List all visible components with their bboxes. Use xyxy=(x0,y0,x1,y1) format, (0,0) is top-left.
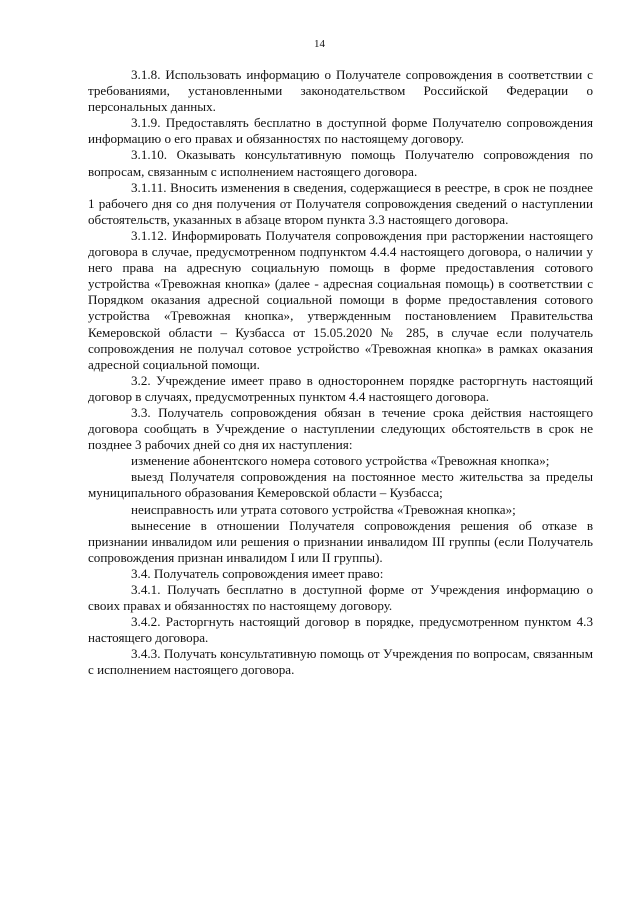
clause-3-4-1: 3.4.1. Получать бесплатно в доступной форме от Учреждения информацию о своих правах и обязанностях по настоящему договору. xyxy=(88,582,593,614)
clause-3-1-12: 3.1.12. Информировать Получателя сопровождения при расторжении настоящего договора в случае, предусмотренном подпунктом 4.4.4 настоящего договора, о наличии у него права на адресную социальную помощь в форме предоставления сотового устройства «Тревожная кнопка» (далее - адресная социальная помощь) в соответствии с Порядком оказания адресной социальной помощи в форме предоставления сотового устройства «Тревожная кнопка», утвержденным постановлением Правительства Кемеровской области – Кузбасса от 15.05.2020 № 285, в случае если получатель сопровождения не получал сотовое устройство «Тревожная кнопка» в рамках оказания адресной социальной помощи. xyxy=(88,227,593,372)
clause-3-3-item-2: выезд Получателя сопровождения на постоянное место жительства за пределы муниципального образования Кемеровской области – Кузбасса; xyxy=(88,469,593,501)
clause-3-4-2: 3.4.2. Расторгнуть настоящий договор в порядке, предусмотренном пунктом 4.3 настоящего договора. xyxy=(88,614,593,646)
clause-3-1-8: 3.1.8. Использовать информацию о Получателе сопровождения в соответствии с требованиями, установленными законодательством Российской Федерации о персональных данных. xyxy=(88,67,593,115)
clause-3-3-item-3: неисправность или утрата сотового устройства «Тревожная кнопка»; xyxy=(131,501,516,517)
clause-3-4: 3.4. Получатель сопровождения имеет право: xyxy=(131,565,384,581)
document-body xyxy=(88,67,593,679)
page-number: 14 xyxy=(314,38,325,50)
clause-3-3: 3.3. Получатель сопровождения обязан в течение срока действия настоящего договора сообщать в Учреждение о наступлении следующих обстоятельств в срок не позднее 3 рабочих дней со дня их наступления: xyxy=(88,404,593,453)
clause-3-1-9: 3.1.9. Предоставлять бесплатно в доступной форме Получателю сопровождения информацию о его правах и обязанностях по настоящему договору. xyxy=(88,115,593,147)
clause-3-4-3: 3.4.3. Получать консультативную помощь от Учреждения по вопросам, связанным с исполнением настоящего договора. xyxy=(88,646,593,678)
clause-3-3-item-1: изменение абонентского номера сотового устройства «Тревожная кнопка»; xyxy=(131,453,550,469)
clause-3-3-item-4: вынесение в отношении Получателя сопровождения решения об отказе в признании инвалидом или решения о признании инвалидом III группы (если Получатель сопровождения признан инвалидом I или II группы). xyxy=(88,517,593,565)
clause-3-1-11: 3.1.11. Вносить изменения в сведения, содержащиеся в реестре, в срок не позднее 1 рабочего дня со дня получения от Получателя сопровождения сведений о наступлении обстоятельств, указанных в абзаце втором пункта 3.3 настоящего договора. xyxy=(88,179,593,227)
clause-3-1-10: 3.1.10. Оказывать консультативную помощь Получателю сопровождения по вопросам, связанным с исполнением настоящего договора. xyxy=(88,147,593,179)
clause-3-2: 3.2. Учреждение имеет право в одностороннем порядке расторгнуть настоящий договор в случаях, предусмотренных пунктом 4.4 настоящего договора. xyxy=(88,372,593,404)
